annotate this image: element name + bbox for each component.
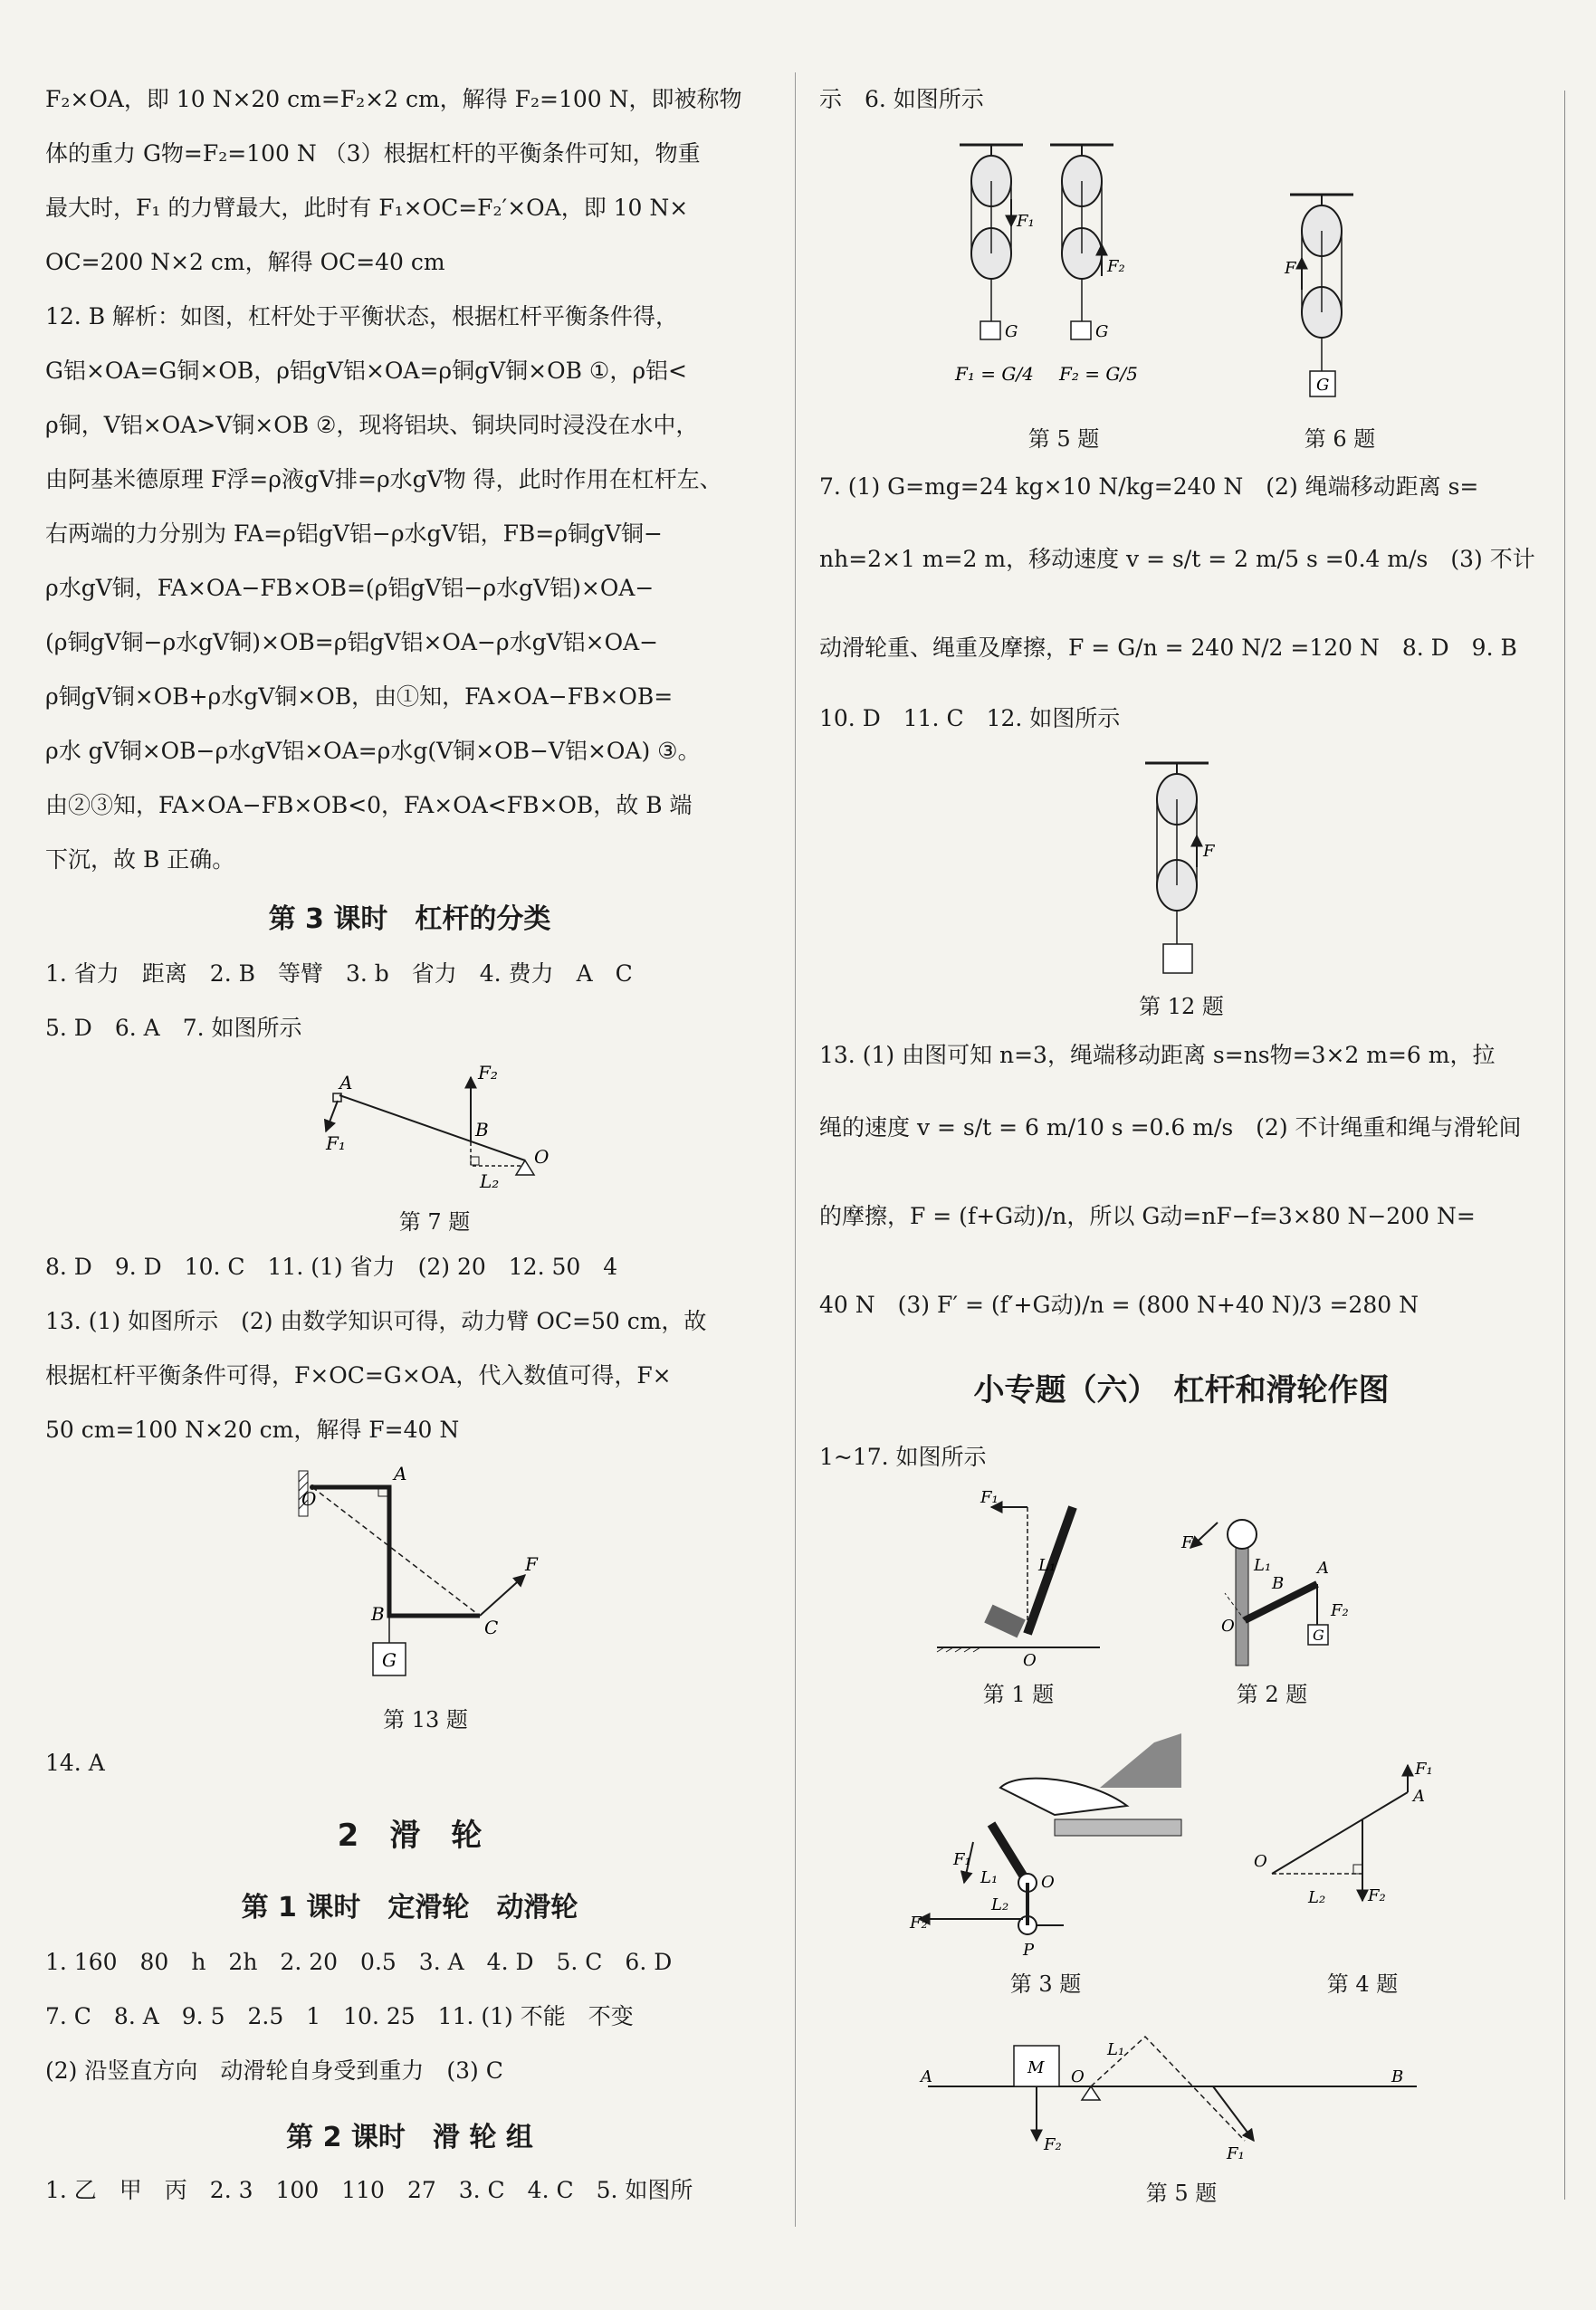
fig12-pulley-diagram	[1127, 759, 1263, 985]
label-a: A	[921, 2067, 932, 2086]
q12-line: ρ水gV铜，FA×OA−FB×OB=(ρ铝gV铝−ρ水gV铝)×OA−	[45, 575, 655, 601]
topic-fig4-caption: 第 4 题	[1326, 1971, 1399, 1997]
fig13-caption: 第 13 题	[383, 1707, 468, 1732]
topic-fig2-caption: 第 2 题	[1236, 1682, 1308, 1707]
answers-line: 5. D 6. A 7. 如图所示	[45, 1015, 302, 1041]
answers-line: 7. C 8. A 9. 5 2.5 1 10. 25 11. (1) 不能 不变	[45, 2003, 634, 2029]
label-b: B	[1391, 2067, 1404, 2086]
force-arrow-f1	[326, 1101, 338, 1131]
q12-line: ρ铜gV铜×OB+ρ水gV铜×OB，由①知，FA×OA−FB×OB=	[45, 683, 674, 710]
force-arrow-f	[480, 1575, 525, 1616]
text-line: OC=200 N×2 cm，解得 OC=40 cm	[45, 249, 445, 275]
q7-line: 动滑轮重、绳重及摩擦，F = G/n = 240 N/2 =120 N 8. D 9. B	[819, 635, 1517, 661]
label-f: F	[1285, 259, 1296, 278]
q13-line: 13. (1) 如图所示 (2) 由数学知识可得，动力臂 OC=50 cm，故	[45, 1308, 707, 1334]
text-line: 示 6. 如图所示	[819, 86, 984, 112]
topic-line: 1~17. 如图所示	[819, 1444, 987, 1470]
label-f: F	[525, 1553, 538, 1575]
q13-line: 的摩擦，F = (f+G动)/n，所以 G动=nF−f=3×80 N−200 N=	[819, 1203, 1476, 1229]
label-a: A	[394, 1463, 407, 1484]
label-f: F	[1181, 1533, 1193, 1552]
q12-line: 下沉，故 B 正确。	[45, 846, 235, 873]
lesson3-title: 第 3 课时 杠杆的分类	[268, 903, 551, 935]
label-o: O	[1071, 2067, 1085, 2086]
fig6-pulley-diagram	[1272, 190, 1408, 416]
topic-fig3-diagram	[910, 1724, 1181, 1969]
q13-line: 根据杠杆平衡条件可得，F×OC=G×OA，代入数值可得，F×	[45, 1362, 672, 1389]
topic-fig1-caption: 第 1 题	[982, 1682, 1055, 1707]
topic-fig3-caption: 第 3 题	[1009, 1971, 1082, 1997]
label-a: A	[1317, 1559, 1329, 1578]
label-f2: F₂	[910, 1914, 928, 1933]
label-f2: F₂	[478, 1062, 498, 1083]
q12-line: 右两端的力分别为 FA=ρ铝gV铝−ρ水gV铝，FB=ρ铜gV铜−	[45, 520, 663, 547]
column-divider	[795, 72, 796, 2227]
label-l2: L₂	[991, 1895, 1009, 1914]
label-g: G	[1316, 376, 1330, 395]
q13-line: 绳的速度 v = s/t = 6 m/10 s =0.6 m/s (2) 不计绳重和绳与滑轮间	[819, 1114, 1522, 1141]
label-l1: L₁	[1038, 1556, 1056, 1575]
q12-line: 由②③知，FA×OA−FB×OB<0，FA×OA<FB×OB，故 B 端	[45, 792, 693, 818]
label-g: G	[1095, 322, 1109, 341]
lever-bar	[339, 1095, 525, 1160]
topic-fig1-diagram	[937, 1489, 1109, 1670]
fig6-caption: 第 6 题	[1304, 426, 1376, 452]
label-l1: L₁	[980, 1868, 999, 1887]
lesson2-title: 第 2 课时 滑 轮 组	[286, 2122, 533, 2153]
q7-line: nh=2×1 m=2 m，移动速度 v = s/t = 2 m/5 s =0.4 m/s (3) 不计	[819, 546, 1535, 572]
q12-line: G铝×OA=G铜×OB，ρ铝gV铝×OA=ρ铜gV铜×OB ①，ρ铝<	[45, 358, 687, 384]
fig5-formula-2: F₂ = G/5	[1059, 363, 1138, 385]
label-l1: L₁	[1254, 1556, 1272, 1575]
label-a: A	[339, 1072, 353, 1093]
topic-fig2-diagram	[1181, 1503, 1362, 1675]
label-g: G	[1005, 322, 1018, 341]
answers-line: 1. 乙 甲 丙 2. 3 100 110 27 3. C 4. C 5. 如图所	[45, 2177, 693, 2203]
text-line: 最大时，F₁ 的力臂最大，此时有 F₁×OC=F₂′×OA，即 10 N×	[45, 195, 689, 221]
q12-line: 由阿基米德原理 F浮=ρ液gV排=ρ水gV物 得，此时作用在杠杆左、	[45, 466, 722, 492]
label-f1: F₁	[326, 1132, 346, 1154]
label-l2: L₂	[480, 1170, 500, 1192]
label-o: O	[534, 1146, 550, 1168]
label-f2: F₂	[1331, 1601, 1349, 1620]
label-g: G	[1313, 1627, 1324, 1644]
lesson1-title: 第 1 课时 定滑轮 动滑轮	[241, 1892, 578, 1923]
q7-line: 10. D 11. C 12. 如图所示	[819, 705, 1121, 731]
answers-line: 1. 省力 距离 2. B 等臂 3. b 省力 4. 费力 A C	[45, 960, 633, 987]
answers-line: 8. D 9. D 10. C 11. (1) 省力 (2) 20 12. 50 4	[45, 1254, 618, 1280]
label-l1: L₁	[1107, 2040, 1125, 2059]
label-f1: F₁	[953, 1850, 971, 1869]
section2-title: 2 滑 轮	[337, 1818, 483, 1854]
label-o: O	[1221, 1617, 1235, 1636]
text-line: F₂×OA，即 10 N×20 cm=F₂×2 cm，解得 F₂=100 N，即被称物	[45, 86, 742, 112]
fig5-formula-1: F₁ = G/4	[955, 363, 1034, 385]
topic-fig4-diagram	[1254, 1760, 1453, 1946]
fig7-lever-diagram	[299, 1059, 570, 1213]
fig7-caption: 第 7 题	[398, 1209, 471, 1235]
label-a: A	[1413, 1787, 1425, 1806]
fig12-caption: 第 12 题	[1139, 994, 1224, 1019]
label-m: M	[1027, 2058, 1045, 2077]
text-line: 体的重力 G物=F₂=100 N （3）根据杠杆的平衡条件可知，物重	[45, 140, 701, 167]
label-c: C	[484, 1617, 499, 1638]
label-o: O	[1041, 1873, 1055, 1892]
label-f1: F₁	[980, 1488, 999, 1507]
answers-line: (2) 沿竖直方向 动滑轮自身受到重力 (3) C	[45, 2057, 503, 2084]
topic-title: 小专题（六） 杠杆和滑轮作图	[973, 1372, 1390, 1408]
label-g: G	[382, 1649, 397, 1671]
label-b: B	[371, 1603, 385, 1625]
label-l2: L₂	[1308, 1888, 1326, 1907]
page-edge-line	[1564, 91, 1565, 2200]
label-f1: F₁	[1415, 1760, 1433, 1779]
fig5-caption: 第 5 题	[1027, 426, 1100, 452]
label-o: O	[1023, 1651, 1037, 1670]
label-p: P	[1023, 1941, 1035, 1960]
topic-fig5-diagram	[921, 2014, 1435, 2186]
q12-line: (ρ铜gV铜−ρ水gV铜)×OB=ρ铝gV铝×OA−ρ水gV铝×OA−	[45, 629, 659, 655]
q7-line: 7. (1) G=mg=24 kg×10 N/kg=240 N (2) 绳端移动距离 s=	[819, 473, 1479, 500]
q13-line: 40 N (3) F′ = (f′+G动)/n = (800 N+40 N)/3 =280 N	[819, 1292, 1419, 1318]
label-o: O	[301, 1488, 317, 1510]
fig13-bent-lever-diagram	[299, 1462, 588, 1706]
q12-line: 12. B 解析：如图，杠杆处于平衡状态，根据杠杆平衡条件得，	[45, 303, 679, 329]
label-b: B	[1272, 1574, 1285, 1593]
q12-line: ρ水 gV铜×OB−ρ水gV铝×OA=ρ水g(V铜×OB−V铝×OA) ③。	[45, 738, 701, 764]
q14-line: 14. A	[45, 1750, 105, 1776]
label-f2: F₂	[1368, 1886, 1386, 1905]
label-o: O	[1254, 1852, 1267, 1871]
fig5-pulley-diagram	[955, 136, 1245, 407]
label-b: B	[475, 1119, 489, 1141]
label-f1: F₁	[1017, 212, 1035, 231]
label-f: F	[1203, 842, 1215, 861]
answers-line: 1. 160 80 h 2h 2. 20 0.5 3. A 4. D 5. C 6. D	[45, 1949, 673, 1975]
q13-line: 50 cm=100 N×20 cm，解得 F=40 N	[45, 1417, 460, 1443]
fulcrum-icon	[516, 1160, 534, 1175]
label-f1: F₁	[1227, 2144, 1245, 2163]
q12-line: ρ铜，V铝×OA>V铜×OB ②，现将铝块、铜块同时浸没在水中，	[45, 412, 699, 438]
label-f2: F₂	[1107, 257, 1125, 276]
label-f2: F₂	[1044, 2135, 1062, 2154]
q13-line: 13. (1) 由图可知 n=3，绳端移动距离 s=ns物=3×2 m=6 m，拉	[819, 1042, 1496, 1068]
topic-fig5-caption: 第 5 题	[1145, 2181, 1218, 2206]
